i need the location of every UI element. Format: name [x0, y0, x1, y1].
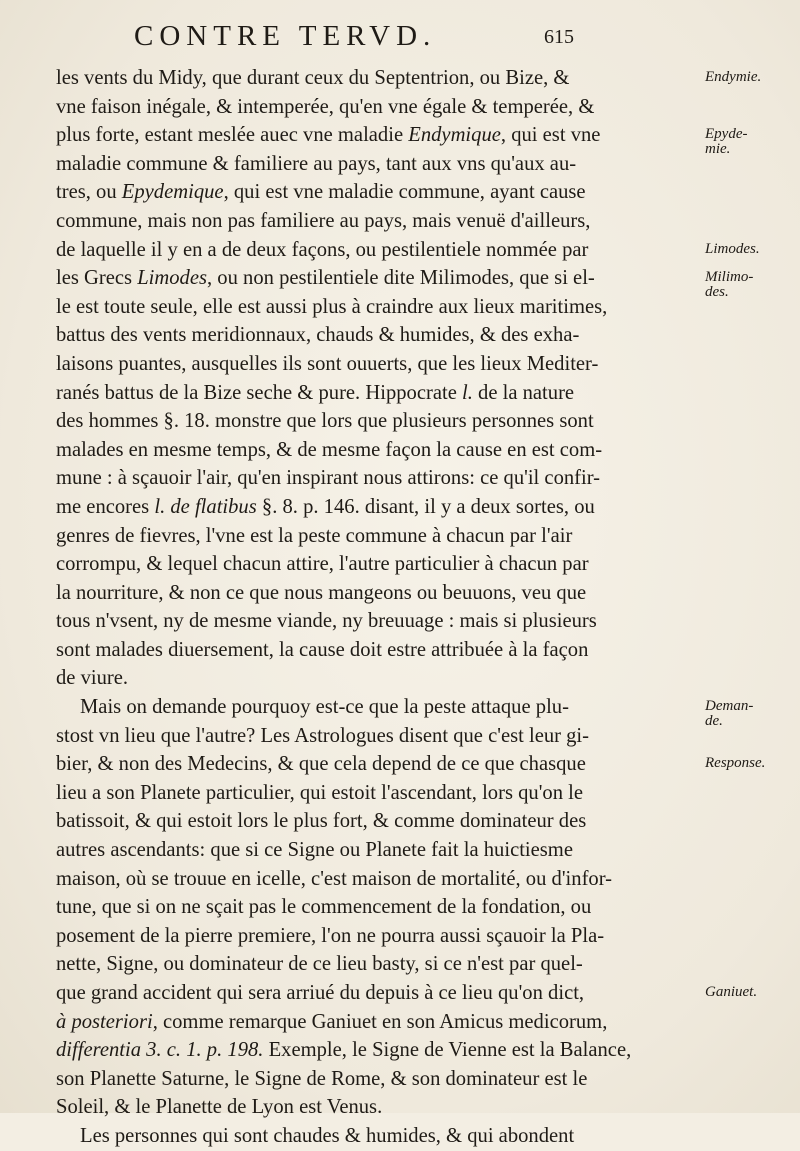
- text-segment: stost vn lieu que l'autre? Les Astrologues disent que c'est leur gi-: [56, 724, 590, 747]
- text-segment: battus des vents meridionnaux, chauds & humides, & des exha-: [56, 324, 580, 347]
- text-line: [56, 493, 692, 522]
- text-segment: lieu a son Planete particulier, qui estoit l'ascendant, lors qu'on le: [56, 781, 584, 804]
- margin-note-line: Endymie.: [705, 69, 762, 85]
- margin-note-line: Epyde-: [705, 126, 748, 143]
- text-segment: de la nature: [472, 381, 575, 404]
- text-segment: le est toute seule, elle est aussi plus à craindre aux lieux maritimes,: [56, 295, 608, 318]
- text-segment: les Grecs: [56, 267, 138, 290]
- text-line: [56, 950, 692, 979]
- text-line: [56, 893, 692, 922]
- text-segment: plus forte, estant meslée auec vne maladie: [56, 124, 409, 147]
- text-line: [56, 579, 692, 608]
- text-line: [56, 236, 692, 265]
- margin-note-line: Deman-: [705, 698, 754, 715]
- text-segment: commune, mais non pas familiere au pays, mais venuë d'ailleurs,: [56, 209, 591, 232]
- text-line: [56, 693, 692, 722]
- text-segment: corrompu, & lequel chacun attire, l'autre particulier à chacun par: [56, 553, 589, 576]
- text-line: [56, 64, 692, 93]
- text-segment: vne faison inégale, & intemperée, qu'en vne égale & temperée, &: [56, 95, 595, 118]
- text-line: [56, 1036, 692, 1065]
- text-line: [56, 264, 692, 293]
- text-segment: tune, que si on ne sçait pas le commencement de la fondation, ou: [56, 896, 592, 919]
- margin-note-line: des.: [705, 284, 729, 301]
- margin-note-line: mie.: [705, 141, 731, 158]
- text-line: [56, 779, 692, 808]
- italic-segment: Endymique: [408, 124, 501, 147]
- text-segment: posement de la pierre premiere, l'on ne pourra aussi sçauoir la Pla-: [56, 924, 605, 947]
- text-line: [56, 607, 692, 636]
- text-line: [56, 1008, 692, 1037]
- text-line: [56, 464, 692, 493]
- text-line: [56, 93, 692, 122]
- margin-note: [705, 985, 797, 1000]
- text-segment: de laquelle il y en a de deux façons, ou pestilentiele nommée par: [56, 238, 589, 261]
- text-line: [56, 321, 692, 350]
- text-segment: la nourriture, & non ce que nous mangeons ou beuuons, veu que: [56, 581, 587, 604]
- text-segment: autres ascendants: que si ce Signe ou Planete fait la huictiesme: [56, 839, 573, 862]
- italic-segment: l.: [462, 381, 473, 404]
- text-segment: , qui est vne: [500, 124, 601, 147]
- page-header: [134, 20, 574, 60]
- text-line: [56, 636, 692, 665]
- running-head: CONTRE TERVD.: [134, 20, 437, 52]
- text-line: [56, 1122, 692, 1151]
- text-line: [56, 121, 692, 150]
- text-segment: Soleil, & le Planette de Lyon est Venus.: [56, 1096, 383, 1119]
- text-segment: nette, Signe, ou dominateur de ce lieu basty, si ce n'est par quel-: [56, 953, 583, 976]
- text-segment: me encores: [56, 495, 155, 518]
- text-line: [56, 836, 692, 865]
- text-segment: ranés battus de la Bize seche & pure. Hippocrate: [56, 381, 462, 404]
- text-segment: , qui est vne maladie commune, ayant cause: [223, 181, 586, 204]
- text-line: [56, 807, 692, 836]
- text-line: [56, 550, 692, 579]
- italic-segment: l. de flatibus: [154, 495, 257, 518]
- text-line: [56, 436, 692, 465]
- margin-note: [705, 70, 797, 85]
- margin-note: [705, 756, 797, 771]
- text-segment: , comme remarque Ganiuet en son Amicus medicorum,: [152, 1010, 608, 1033]
- text-segment: des hommes §. 18. monstre que lors que plusieurs personnes sont: [56, 410, 594, 433]
- italic-segment: differentia 3. c. 1. p. 198.: [56, 1039, 264, 1062]
- text-line: [56, 150, 692, 179]
- text-segment: §. 8. p. 146. disant, il y a deux sortes, ou: [256, 495, 595, 518]
- body-text: [56, 64, 692, 1151]
- text-line: [56, 207, 692, 236]
- italic-segment: Limodes: [137, 267, 207, 290]
- margin-note-line: de.: [705, 713, 723, 730]
- text-line: [56, 1065, 692, 1094]
- text-line: [56, 664, 692, 693]
- text-segment: tres, ou: [56, 181, 122, 204]
- margin-note: [705, 270, 797, 300]
- text-line: [56, 722, 692, 751]
- text-segment: maison, où se trouue en icelle, c'est maison de mortalité, ou d'infor-: [56, 867, 613, 890]
- text-line: [56, 522, 692, 551]
- text-line: [56, 1093, 692, 1122]
- text-segment: de viure.: [56, 667, 129, 690]
- text-segment: Mais on demande pourquoy est-ce que la peste attaque plu-: [80, 696, 569, 719]
- text-line: [56, 865, 692, 894]
- text-segment: tous n'vsent, ny de mesme viande, ny breuuage : mais si plusieurs: [56, 610, 597, 633]
- text-segment: maladie commune & familiere au pays, tant aux vns qu'aux au-: [56, 152, 577, 175]
- text-segment: laisons puantes, ausquelles ils sont ouuerts, que les lieux Mediter-: [56, 352, 599, 375]
- page-number: 615: [544, 26, 574, 48]
- text-segment: que grand accident qui sera arriué du depuis à ce lieu qu'on dict,: [56, 982, 585, 1004]
- text-segment: sont malades diuersement, la cause doit estre attribuée à la façon: [56, 638, 589, 661]
- margin-note-line: Limodes.: [705, 240, 760, 257]
- text-segment: Exemple, le Signe de Vienne est la Balance,: [263, 1039, 632, 1062]
- text-line: [56, 293, 692, 322]
- text-line: [56, 178, 692, 207]
- text-segment: mune : à sçauoir l'air, qu'en inspirant nous attirons: ce qu'il confir-: [56, 467, 601, 490]
- margin-note: [705, 127, 797, 157]
- text-segment: genres de fievres, l'vne est la peste commune à chacun par l'air: [56, 524, 573, 547]
- text-line: [56, 922, 692, 951]
- italic-segment: Epydemique: [121, 181, 224, 204]
- text-segment: batissoit, & qui estoit lors le plus fort, & comme dominateur des: [56, 810, 587, 833]
- margin-note-line: Response.: [705, 755, 766, 772]
- margin-note-line: Ganiuet.: [705, 984, 758, 1001]
- text-segment: les vents du Midy, que durant ceux du Septentrion, ou Bize, &: [56, 67, 570, 89]
- text-segment: malades en mesme temps, & de mesme façon la cause en est com-: [56, 438, 603, 461]
- text-segment: bier, & non des Medecins, & que cela depend de ce que chasque: [56, 753, 586, 776]
- text-segment: Les personnes qui sont chaudes & humides, & qui abondent: [80, 1124, 575, 1147]
- text-line: [56, 979, 692, 1008]
- text-segment: , ou non pestilentiele dite Milimodes, que si el-: [207, 267, 595, 290]
- text-line: [56, 407, 692, 436]
- text-segment: son Planette Saturne, le Signe de Rome, & son dominateur est le: [56, 1067, 588, 1090]
- margin-note: [705, 699, 797, 729]
- italic-segment: à posteriori: [56, 1010, 153, 1033]
- text-line: [56, 750, 692, 779]
- text-line: [56, 379, 692, 408]
- margin-note-line: Milimo-: [705, 269, 754, 286]
- margin-note: [705, 242, 797, 257]
- text-line: [56, 350, 692, 379]
